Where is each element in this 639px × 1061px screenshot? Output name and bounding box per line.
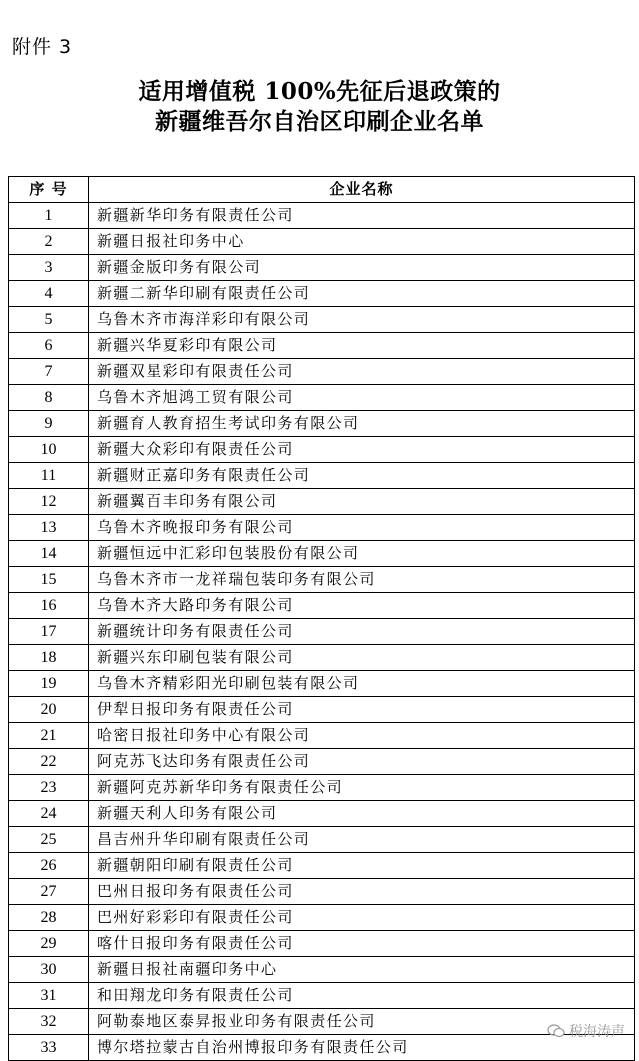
table-row: [9, 593, 635, 619]
table-row: [9, 489, 635, 515]
header-serial-number: 序 号: [9, 177, 89, 203]
enterprise-table: [8, 176, 635, 1061]
table-header-row: [9, 177, 635, 203]
enterprise-name-cell: 新疆财正嘉印务有限责任公司: [89, 463, 635, 489]
serial-number-cell: 3: [9, 255, 89, 281]
enterprise-name-cell: 新疆日报社印务中心: [89, 229, 635, 255]
serial-number-cell: 1: [9, 203, 89, 229]
table-row: [9, 749, 635, 775]
enterprise-name-cell: 新疆天利人印务有限公司: [89, 801, 635, 827]
enterprise-name-cell: 阿克苏飞达印务有限责任公司: [89, 749, 635, 775]
table-row: [9, 515, 635, 541]
enterprise-name-cell: 乌鲁木齐大路印务有限公司: [89, 593, 635, 619]
table-row: [9, 229, 635, 255]
serial-number-cell: 20: [9, 697, 89, 723]
serial-number-cell: 27: [9, 879, 89, 905]
table-row: [9, 333, 635, 359]
serial-number-cell: 2: [9, 229, 89, 255]
table-row: [9, 671, 635, 697]
enterprise-name-cell: 乌鲁木齐市海洋彩印有限公司: [89, 307, 635, 333]
serial-number-cell: 15: [9, 567, 89, 593]
enterprise-name-cell: 新疆新华印务有限责任公司: [89, 203, 635, 229]
serial-number-cell: 7: [9, 359, 89, 385]
table-row: [9, 619, 635, 645]
table-row: [9, 697, 635, 723]
serial-number-cell: 25: [9, 827, 89, 853]
serial-number-cell: 4: [9, 281, 89, 307]
serial-number-cell: 30: [9, 957, 89, 983]
serial-number-cell: 22: [9, 749, 89, 775]
serial-number-cell: 31: [9, 983, 89, 1009]
enterprise-name-cell: 新疆日报社南疆印务中心: [89, 957, 635, 983]
serial-number-cell: 17: [9, 619, 89, 645]
enterprise-name-cell: 和田翔龙印务有限责任公司: [89, 983, 635, 1009]
serial-number-cell: 18: [9, 645, 89, 671]
enterprise-name-cell: 新疆翼百丰印务有限公司: [89, 489, 635, 515]
table-row: [9, 567, 635, 593]
serial-number-cell: 5: [9, 307, 89, 333]
serial-number-cell: 12: [9, 489, 89, 515]
enterprise-name-cell: 新疆金版印务有限公司: [89, 255, 635, 281]
serial-number-cell: 13: [9, 515, 89, 541]
serial-number-cell: 28: [9, 905, 89, 931]
table-row: [9, 1035, 635, 1061]
serial-number-cell: 29: [9, 931, 89, 957]
table-row: [9, 281, 635, 307]
table-row: [9, 463, 635, 489]
table-row: [9, 385, 635, 411]
table-row: [9, 931, 635, 957]
serial-number-cell: 26: [9, 853, 89, 879]
table-row: [9, 879, 635, 905]
table-row: [9, 411, 635, 437]
enterprise-name-cell: 新疆阿克苏新华印务有限责任公司: [89, 775, 635, 801]
watermark-text: 税海涛声: [569, 1024, 625, 1040]
serial-number-cell: 16: [9, 593, 89, 619]
table-row: [9, 437, 635, 463]
table-row: [9, 255, 635, 281]
table-row: [9, 801, 635, 827]
enterprise-name-cell: 新疆育人教育招生考试印务有限公司: [89, 411, 635, 437]
document-title-line-2: 新疆维吾尔自治区印刷企业名单: [155, 108, 484, 135]
header-enterprise-name: 企业名称: [89, 177, 635, 203]
enterprise-name-cell: 新疆兴东印刷包装有限公司: [89, 645, 635, 671]
enterprise-name-cell: 巴州日报印务有限责任公司: [89, 879, 635, 905]
enterprise-name-cell: 哈密日报社印务中心有限公司: [89, 723, 635, 749]
table-body: [9, 203, 635, 1061]
table-row: [9, 775, 635, 801]
table-row: [9, 1009, 635, 1035]
enterprise-name-cell: 新疆双星彩印有限责任公司: [89, 359, 635, 385]
enterprise-name-cell: 巴州好彩彩印有限责任公司: [89, 905, 635, 931]
enterprise-name-cell: 乌鲁木齐市一龙祥瑞包装印务有限公司: [89, 567, 635, 593]
serial-number-cell: 23: [9, 775, 89, 801]
serial-number-cell: 14: [9, 541, 89, 567]
serial-number-cell: 33: [9, 1035, 89, 1061]
table-row: [9, 905, 635, 931]
watermark: [547, 1021, 625, 1041]
serial-number-cell: 19: [9, 671, 89, 697]
serial-number-cell: 11: [9, 463, 89, 489]
table-row: [9, 359, 635, 385]
table-row: [9, 203, 635, 229]
serial-number-cell: 24: [9, 801, 89, 827]
table-row: [9, 723, 635, 749]
serial-number-cell: 6: [9, 333, 89, 359]
table-row: [9, 645, 635, 671]
enterprise-name-cell: 新疆统计印务有限责任公司: [89, 619, 635, 645]
attachment-label: 附件 3: [12, 36, 73, 58]
table-row: [9, 307, 635, 333]
table-row: [9, 541, 635, 567]
enterprise-name-cell: 阿勒泰地区泰昇报业印务有限责任公司: [89, 1009, 635, 1035]
table-row: [9, 957, 635, 983]
enterprise-name-cell: 新疆兴华夏彩印有限公司: [89, 333, 635, 359]
enterprise-name-cell: 博尔塔拉蒙古自治州博报印务有限责任公司: [89, 1035, 635, 1061]
serial-number-cell: 32: [9, 1009, 89, 1035]
serial-number-cell: 9: [9, 411, 89, 437]
enterprise-name-cell: 昌吉州升华印刷有限责任公司: [89, 827, 635, 853]
enterprise-name-cell: 新疆二新华印刷有限责任公司: [89, 281, 635, 307]
enterprise-name-cell: 伊犁日报印务有限责任公司: [89, 697, 635, 723]
enterprise-name-cell: 乌鲁木齐晚报印务有限公司: [89, 515, 635, 541]
enterprise-name-cell: 新疆朝阳印刷有限责任公司: [89, 853, 635, 879]
enterprise-name-cell: 新疆大众彩印有限责任公司: [89, 437, 635, 463]
wechat-icon: [547, 1024, 565, 1038]
enterprise-name-cell: 喀什日报印务有限责任公司: [89, 931, 635, 957]
table-row: [9, 983, 635, 1009]
serial-number-cell: 21: [9, 723, 89, 749]
serial-number-cell: 10: [9, 437, 89, 463]
table-row: [9, 827, 635, 853]
table-row: [9, 853, 635, 879]
document-title-line-1: 适用增值税 100%先征后退政策的: [138, 78, 501, 105]
enterprise-name-cell: 新疆恒远中汇彩印包装股份有限公司: [89, 541, 635, 567]
enterprise-name-cell: 乌鲁木齐旭鸿工贸有限公司: [89, 385, 635, 411]
serial-number-cell: 8: [9, 385, 89, 411]
enterprise-name-cell: 乌鲁木齐精彩阳光印刷包装有限公司: [89, 671, 635, 697]
